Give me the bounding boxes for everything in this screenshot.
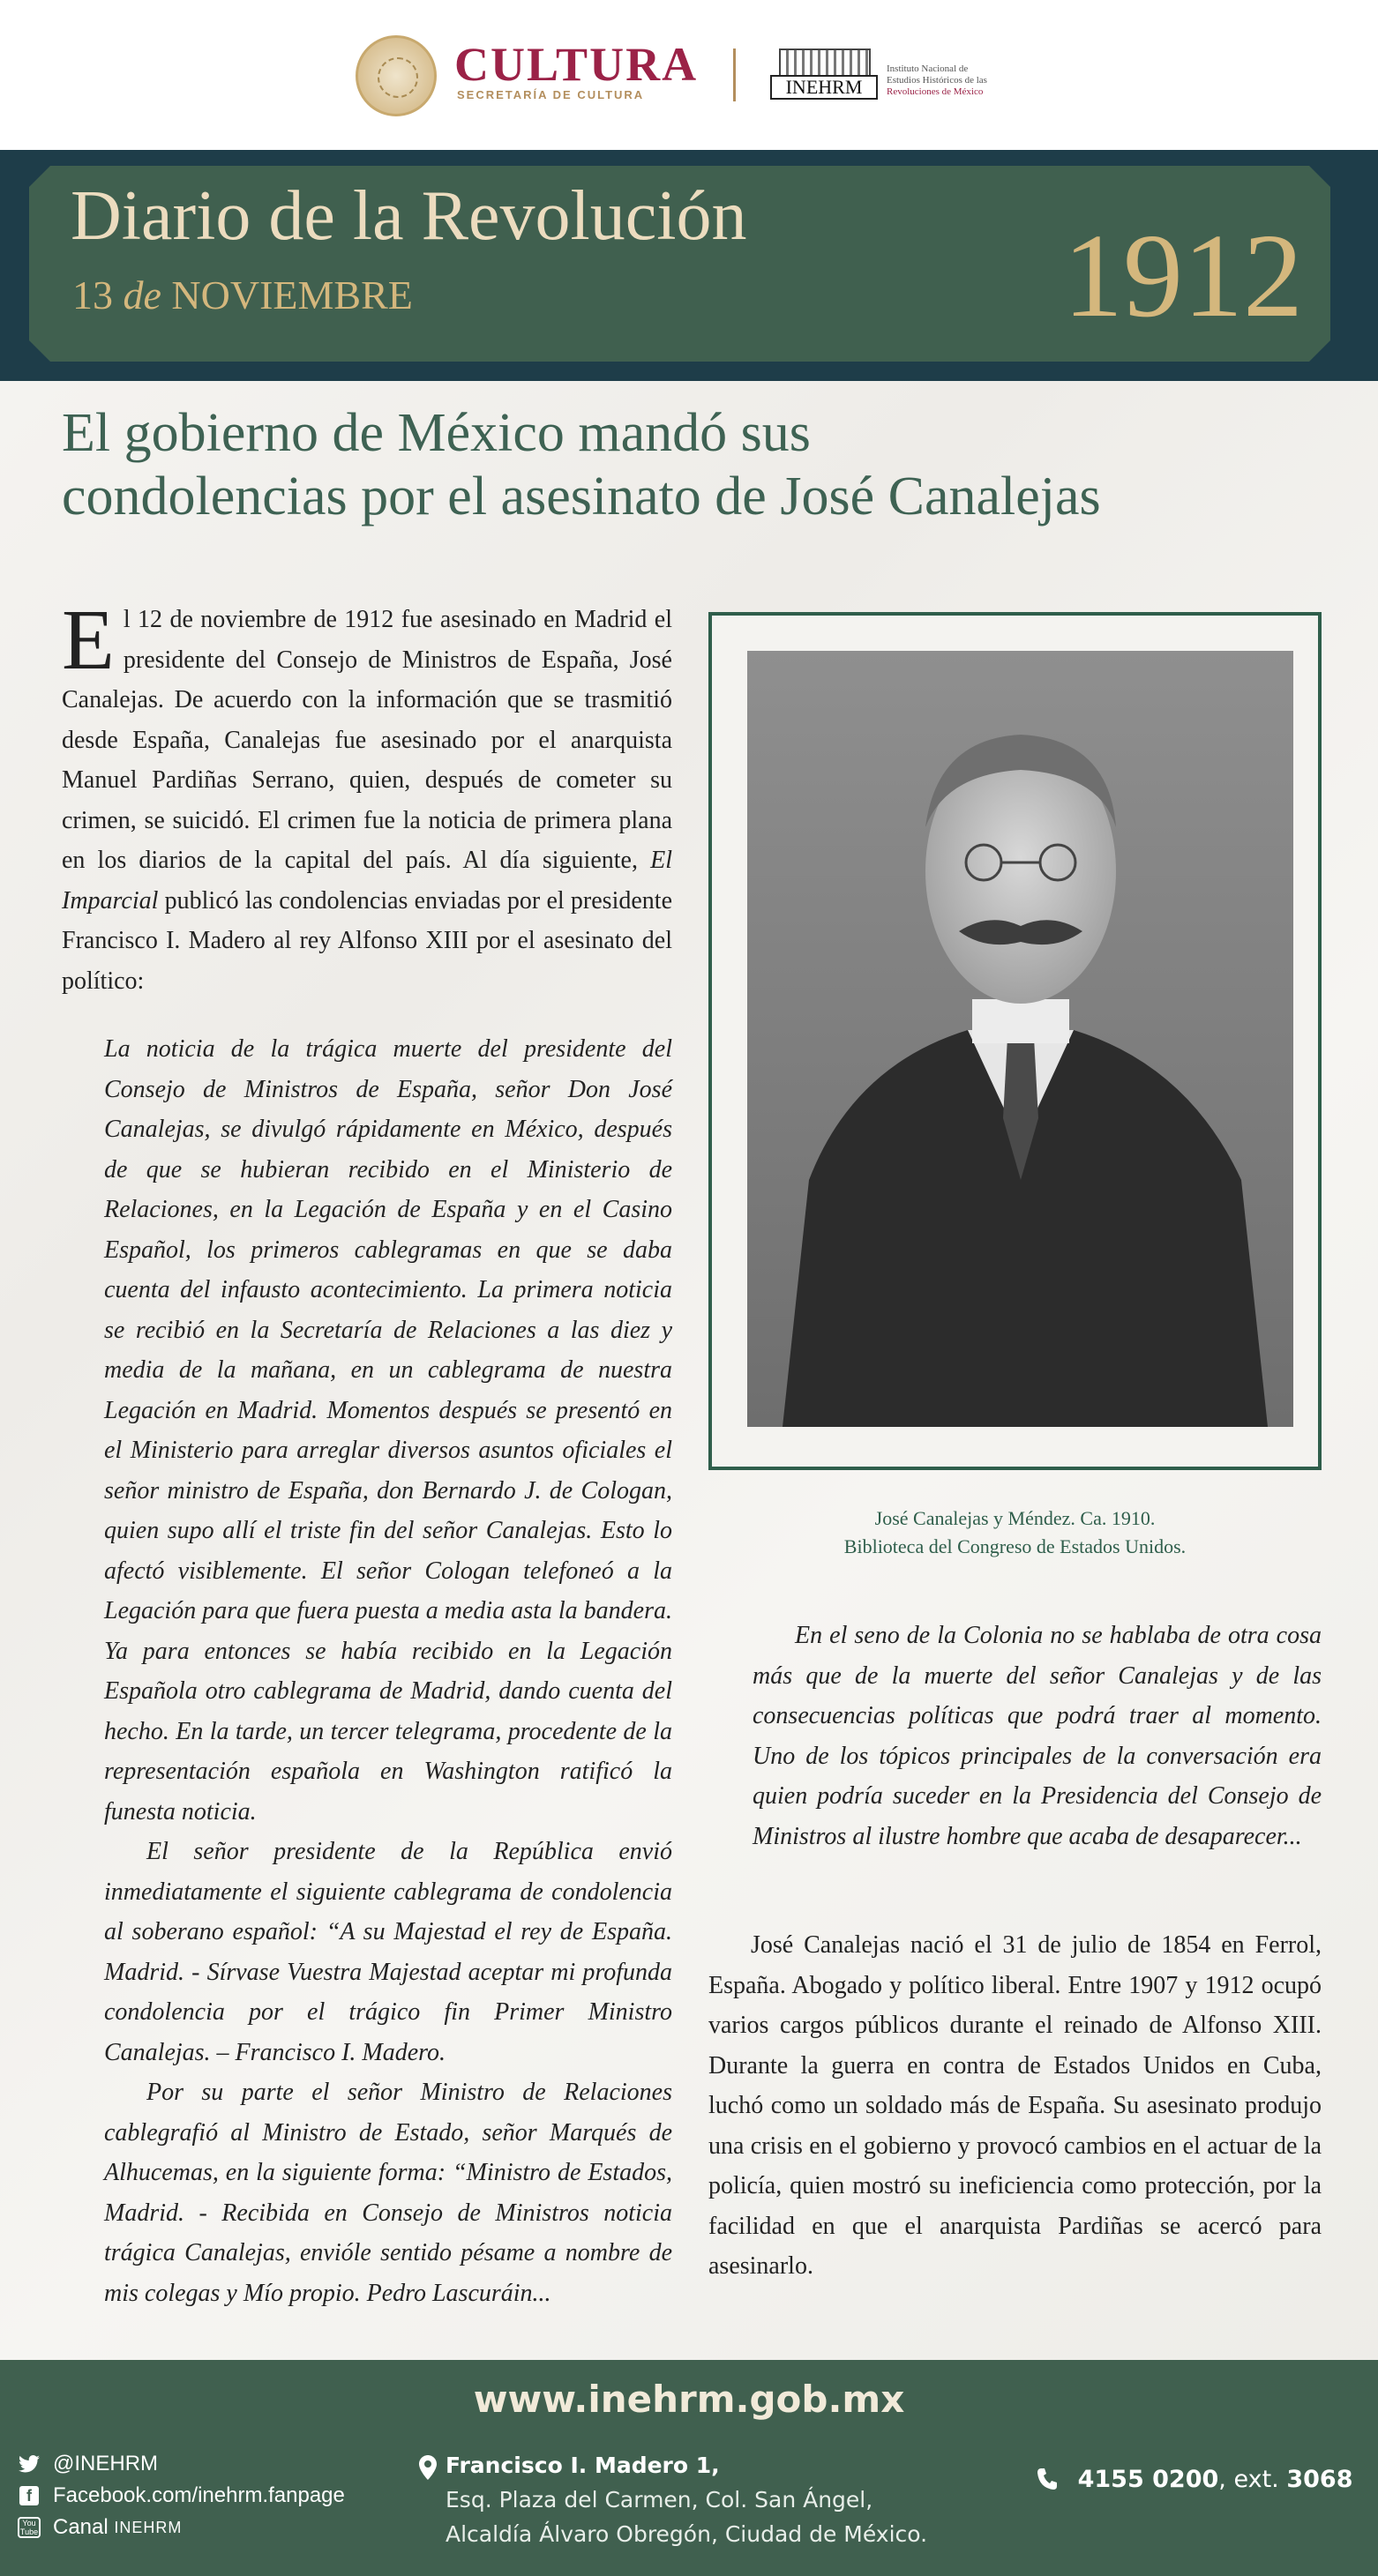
quote-paragraph-4: En el seno de la Colonia no se hablaba de otra cosa más que de la muerte del señor Canalejas y de las consecuencias políticas que podrá traer al momento. Uno de los tópicos principales de la conversación era quien podría suceder en la Presidencia del Consejo de Ministros al ilustre hombre que acaba de desaparecer...	[753, 1622, 1322, 1850]
inehrm-line3: Revoluciones de México	[887, 86, 984, 97]
intro-part-a: l 12 de noviembre de 1912 fue asesinado en Madrid el presidente del Consejo de Ministros de España, José Canalejas. De acuerdo con la información que se trasmitió desde España, Canalejas fue asesinado por el anarquista Manuel Pardiñas Serrano, quien, después de cometer su crimen, se suicidó. El crimen fue la noticia de primera plana en los diarios de la capital del país. Al día siguiente,	[62, 606, 672, 874]
photo-caption	[708, 1505, 1322, 1561]
twitter-handle: @INEHRM	[53, 2452, 159, 2475]
newspaper-name: El Imparcial	[62, 847, 672, 915]
banner-de: de	[123, 273, 161, 317]
portrait-photo	[747, 651, 1293, 1427]
portrait-image	[747, 651, 1293, 1427]
footer	[0, 2360, 1378, 2576]
address	[446, 2448, 927, 2551]
inehrm-fullname	[887, 63, 987, 98]
cultura-logo: CULTURA	[454, 38, 699, 91]
phone[interactable]	[1037, 2466, 1353, 2493]
phone-number: 4155 0200	[1077, 2466, 1219, 2493]
banner-title: Diario de la Revolución	[71, 177, 747, 255]
inehrm-line2: Estudios Históricos de las	[887, 75, 987, 86]
logo-bar	[0, 0, 1378, 150]
location-pin-icon	[419, 2455, 437, 2480]
headline	[62, 401, 1323, 528]
youtube-icon-top: You	[22, 2519, 36, 2527]
youtube-icon	[18, 2516, 41, 2539]
youtube-channel: INEHRM	[114, 2519, 183, 2536]
phone-ext: 3068	[1286, 2466, 1353, 2493]
banner-day: 13	[72, 273, 113, 317]
drop-cap: E	[62, 593, 115, 688]
headline-line2: condolencias por el asesinato de José Canalejas	[62, 467, 1101, 526]
website-link[interactable]: www.inehrm.gob.mx	[473, 2378, 905, 2421]
address-line1: Francisco I. Madero 1,	[446, 2453, 720, 2478]
logo-divider	[733, 49, 736, 101]
seal-icon	[356, 35, 437, 116]
inehrm-line1: Instituto Nacional de	[887, 63, 969, 74]
building-icon	[779, 49, 871, 75]
banner-date	[72, 272, 413, 318]
quote-paragraph-3: Por su parte el señor Ministro de Relaciones cablegrafió al Ministro de Estado, señor Marqués de Alhucemas, en la siguiente forma: “Ministro de Estados, Madrid. - Recibida en Consejo de Ministros noticia trágica Canalejas, envióle sentido pésame a nombre de mis colegas y Mío propio. Pedro Lascuráin...	[104, 2079, 672, 2307]
youtube-icon-bottom: Tube	[19, 2527, 39, 2536]
twitter-icon	[18, 2453, 41, 2475]
quote-paragraph-1: La noticia de la trágica muerte del presidente del Consejo de Ministros de España, señor Don José Canalejas, se divulgó rápidamente en México, después de que se hubieran recibido en el Ministerio de Relaciones, en la Legación de España y en el Casino Español, los primeros cablegramas en que se daba cuenta del infausto acontecimiento. La primera noticia se recibió en la Secretaría de Relaciones a las diez y media de la mañana, en un cablegrama de nuestra Legación en Madrid. Momentos después se presentó en el Ministerio para arreglar diversos asuntos oficiales el señor ministro de España, don Bernardo J. de Cologan, quien supo allí el triste fin del señor Canalejas. Esto lo afectó visiblemente. El señor Cologan telefoneó a la Legación para que fuera puesta a media asta la bandera. Ya para entonces se había recibido en la Legación Española otro cablegrama de Madrid, dando cuenta del hecho. En la tarde, un tercer telegrama, procedente de la representación española en Washington ratificó la funesta noticia.	[104, 1035, 672, 1826]
address-line3: Alcaldía Álvaro Obregón, Ciudad de México.	[446, 2521, 928, 2547]
photo-frame	[708, 612, 1322, 1470]
social-links	[18, 2448, 345, 2543]
quote-paragraph-2: El señor presidente de la República envió inmediatamente el siguiente cablegrama de condolencia al soberano español: “A su Majestad el rey de España. Madrid. - Sírvase Vuestra Majestad aceptar mi profunda condolencia por el trágico fin Primer Ministro Canalejas. – Francisco I. Madero.	[104, 1838, 672, 2066]
address-line2: Esq. Plaza del Carmen, Col. San Ángel,	[446, 2487, 873, 2513]
article-left-column	[62, 593, 672, 2313]
youtube-link[interactable]	[18, 2512, 345, 2543]
phone-ext-label: , ext.	[1218, 2466, 1287, 2493]
facebook-url: Facebook.com/inehrm.fanpage	[53, 2483, 345, 2507]
inehrm-logo	[770, 49, 881, 101]
inehrm-wordmark: INEHRM	[770, 75, 878, 100]
headline-line1: El gobierno de México mandó sus	[62, 403, 811, 463]
banner-year: 1912	[1063, 210, 1303, 342]
caption-line2: Biblioteca del Congreso de Estados Unidos.	[843, 1535, 1187, 1557]
caption-line1: José Canalejas y Méndez. Ca. 1910.	[874, 1507, 1156, 1529]
article-intro	[62, 593, 672, 1001]
address-street: Francisco I. Madero 1	[446, 2453, 712, 2478]
youtube-prefix: Canal	[53, 2515, 109, 2539]
banner-month: NOVIEMBRE	[171, 273, 413, 317]
intro-part-b: publicó las condolencias enviadas por el presidente Francisco I. Madero al rey Alfonso XIII por el asesinato del político:	[62, 886, 672, 995]
closing-paragraph: José Canalejas nació el 31 de julio de 1854 en Ferrol, España. Abogado y político liberal. Entre 1907 y 1912 ocupó varios cargos públicos durante el reinado de Alfonso XIII. Durante la guerra en contra de Estados Unidos en Cuba, luchó como un soldado más de España. Su asesinato produjo una crisis en el gobierno y provocó cambios en el actuar de la policía, quien mostró su ineficiencia como protección, por la facilidad en que el anarquista Pardiñas se acercó para asesinarlo.	[708, 1931, 1322, 2280]
cultura-subtitle: SECRETARÍA DE CULTURA	[457, 88, 645, 101]
facebook-link[interactable]	[18, 2480, 345, 2512]
twitter-link[interactable]	[18, 2448, 345, 2480]
facebook-icon: f	[18, 2484, 41, 2507]
phone-icon	[1037, 2466, 1066, 2493]
